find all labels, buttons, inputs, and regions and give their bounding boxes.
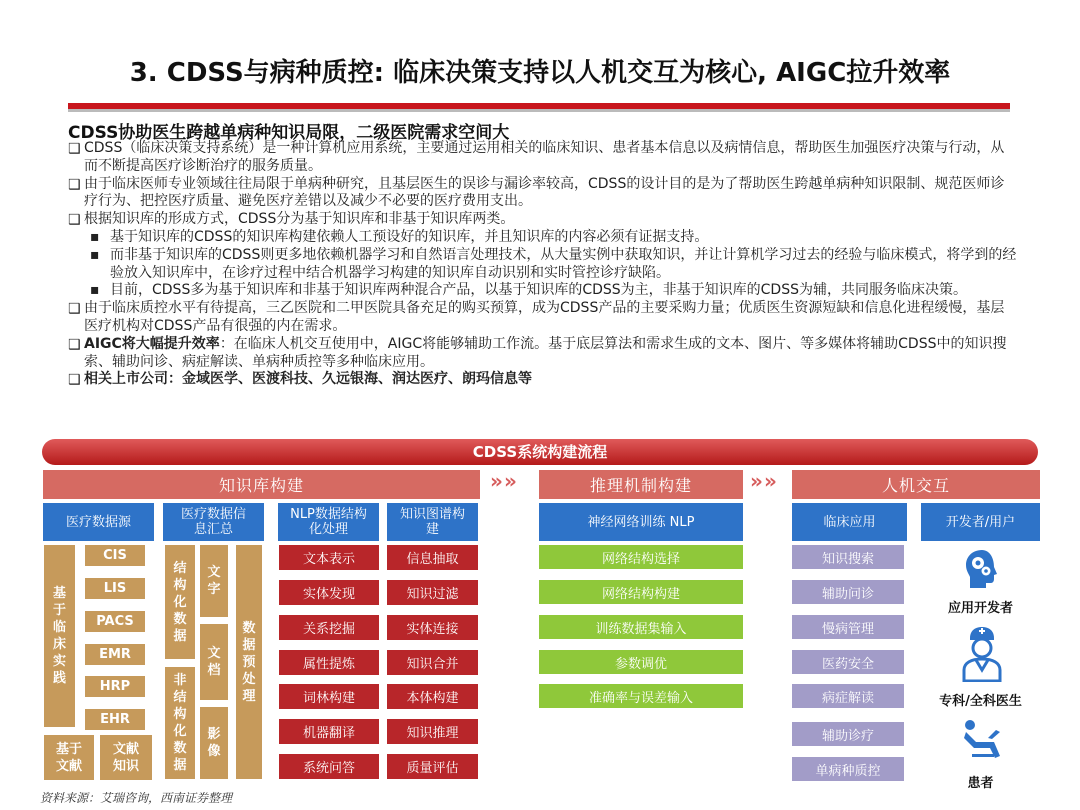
col-header-dev: 开发者/用户 [921,503,1040,541]
dev-patient: 患者 [967,776,994,791]
bullet-text: 而非基于知识库的CDSS则更多地依赖机器学习和自然语言处理技术，从大量实例中获取知识，并让计算机学习过去的经验与临床模式，将学到的经验放入知识库中，在诊疗过程中结合机器学习构建的知识库自动识别和实时管控诊疗缺陷。 [110,246,1017,281]
kg-item: 实体连接 [387,615,478,640]
source-note: 资料来源：艾瑞咨询，西南证券整理 [40,791,233,805]
nlp-item: 系统问答 [279,754,379,779]
bullet-knowledge-based [68,229,1018,247]
checkbox-bullet-icon: ❑ [68,301,81,318]
source-cis: CIS [85,545,145,566]
nn-item: 准确率与误差输入 [539,684,743,708]
clinic-item: 病症解读 [792,684,904,708]
body-text [68,140,1018,389]
square-bullet-icon: ▪ [90,228,100,245]
bullet-non-knowledge-based [68,247,1018,283]
based-on-literature: 基于文献 [44,735,94,780]
process-arrow-icon: » [764,469,771,493]
paragraph-demand [68,300,1018,336]
page-title: 3. CDSS与病种质控: 临床决策支持以人机交互为核心, AIGC拉升效率 [129,58,951,88]
clinic-item: 慢病管理 [792,615,904,639]
dev-app-developer: 应用开发者 [947,601,1013,616]
source-emr: EMR [85,644,145,665]
paragraph-text: 根据知识库的形成方式，CDSS分为基于知识库和非基于知识库两类。 [84,211,515,228]
bullet-text: 基于知识库的CDSS的知识库构建依赖人工预设好的知识库，并且知识库的内容必须有证据支持。 [110,228,709,245]
document-data: 文档 [200,624,228,700]
col-header-med-source: 医疗数据源 [43,503,154,541]
title-grey-rule [68,109,1010,112]
kg-item: 信息抽取 [387,545,478,570]
kg-item: 知识合并 [387,650,478,675]
checkbox-bullet-icon: ❑ [68,372,81,389]
col-header-nlp: NLP数据结构化处理 [278,503,379,541]
paragraph-text: CDSS（临床决策支持系统）是一种计算机应用系统，主要通过运用相关的临床知识、患者基本信息以及病情信息，帮助医生加强医疗决策与行动，从而不断提高医疗诊断治疗的服务质量。 [84,140,1005,174]
unstructured-data: 非结构化数据 [165,667,195,779]
section-subheading: CDSS协助医生跨越单病种知识局限，二级医院需求空间大 [68,123,510,143]
paragraph-cdss-types [68,211,1018,229]
nlp-item: 机器翻译 [279,719,379,744]
nn-item: 参数调优 [539,650,743,674]
checkbox-bullet-icon: ❑ [68,212,81,229]
bullet-hybrid [68,282,1018,300]
paragraph-text: 由于临床质控水平有待提高，三乙医院和二甲医院具备充足的购买预算，成为CDSS产品的主要采购力量；优质医生资源短缺和信息化进程缓慢，基层医疗机构对CDSS产品有很强的内在需求。 [84,300,1005,334]
section-inference: 推理机制构建 [539,470,743,499]
clinic-item: 单病种质控 [792,757,904,781]
process-arrow-icon: » [750,469,757,493]
literature-knowledge: 文献知识 [100,735,152,780]
nn-item: 训练数据集输入 [539,615,743,639]
source-hrp: HRP [85,676,145,697]
gears-head-icon [960,547,1004,591]
col-header-med-info: 医疗数据信息汇总 [163,503,264,541]
kg-item: 质量评估 [387,754,478,779]
paragraph-bold-lead: AIGC将大幅提升效率 [84,335,220,352]
nlp-item: 词林构建 [279,684,379,709]
text-data: 文字 [200,545,228,617]
patient-icon [960,718,1006,764]
source-pacs: PACS [85,611,145,632]
paragraph-text: ：在临床人机交互使用中，AIGC将能够辅助工作流。基于底层算法和需求生成的文本、图片、等多媒体将辅助CDSS中的知识搜索、辅助问诊、病症解读、单病种质控等多种临床应用。 [84,335,1007,370]
process-arrow-icon: » [490,469,497,493]
nlp-item: 实体发现 [279,580,379,605]
paragraph-cdss-definition [68,140,1018,176]
paragraph-cdss-purpose [68,176,1018,212]
source-ehr: EHR [85,709,145,730]
col-header-clinic: 临床应用 [792,503,907,541]
col-header-nn: 神经网络训练 NLP [539,503,743,541]
section-knowledge-base: 知识库构建 [43,470,480,499]
checkbox-bullet-icon: ❑ [68,141,81,157]
dev-doctor: 专科/全科医生 [939,694,1022,709]
kg-item: 知识过滤 [387,580,478,605]
nlp-item: 属性提炼 [279,650,379,675]
doctor-icon [960,626,1004,682]
kg-item: 本体构建 [387,684,478,709]
checkbox-bullet-icon: ❑ [68,336,81,353]
based-on-practice: 基于临床实践 [44,545,75,727]
process-arrow-icon: » [504,469,511,493]
image-data: 影像 [200,707,228,779]
section-hci: 人机交互 [792,470,1040,499]
paragraph-text: 相关上市公司：金域医学、医渡科技、久远银海、润达医疗、朗玛信息等 [84,371,532,388]
data-preprocessing: 数据预处理 [236,545,262,779]
square-bullet-icon: ▪ [90,282,100,299]
structured-data: 结构化数据 [165,545,195,659]
source-lis: LIS [85,578,145,599]
paragraph-text: 由于临床医师专业领域往往局限于单病种研究，且基层医生的误诊与漏诊率较高，CDSS的设计目的是为了帮助医生跨越单病种知识限制、规范医师诊疗行为、把控医疗质量、避免医疗差错以及减少不必要的医疗费用支出。 [84,175,1005,210]
paragraph-aigc [68,336,1018,372]
paragraph-companies [68,371,1018,389]
clinic-item: 辅助诊疗 [792,722,904,746]
diagram-banner: CDSS系统构建流程 [42,439,1038,465]
clinic-item: 医药安全 [792,650,904,674]
nn-item: 网络结构选择 [539,545,743,569]
col-header-kg: 知识图谱构建 [387,503,478,541]
clinic-item: 辅助问诊 [792,580,904,604]
clinic-item: 知识搜索 [792,545,904,569]
nn-item: 网络结构构建 [539,580,743,604]
bullet-text: 目前，CDSS多为基于知识库和非基于知识库两种混合产品，以基于知识库的CDSS为主，非基于知识库的CDSS为辅，共同服务临床决策。 [110,282,967,299]
nlp-item: 文本表示 [279,545,379,570]
nlp-item: 关系挖掘 [279,615,379,640]
checkbox-bullet-icon: ❑ [68,176,81,193]
square-bullet-icon: ▪ [90,246,100,263]
kg-item: 知识推理 [387,719,478,744]
